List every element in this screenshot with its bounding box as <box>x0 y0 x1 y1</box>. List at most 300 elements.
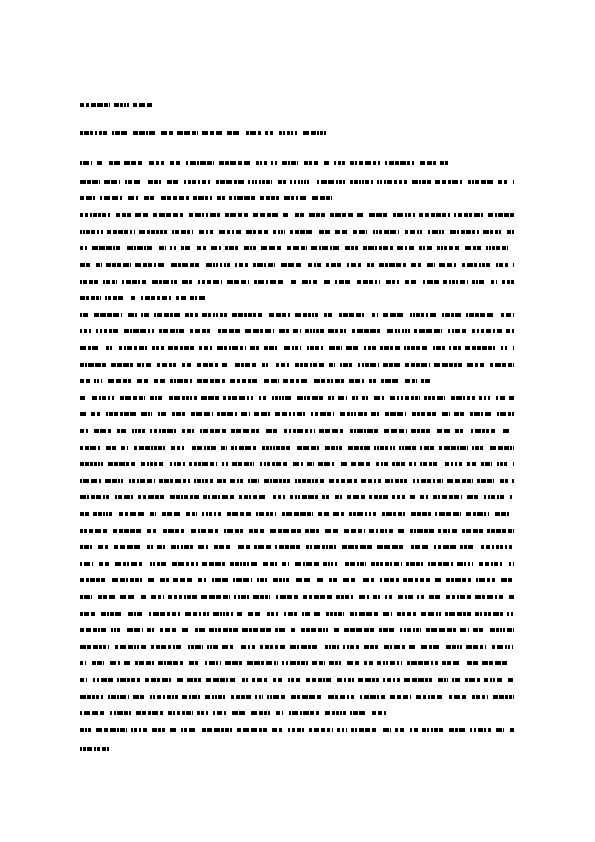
text-glyph-mark <box>491 462 492 466</box>
text-glyph-mark <box>100 296 101 300</box>
text-glyph-mark <box>91 161 92 165</box>
text-glyph-mark <box>182 396 185 400</box>
text-glyph-mark <box>477 479 480 483</box>
text-glyph-mark <box>267 695 269 699</box>
text-glyph-mark <box>172 628 176 632</box>
text-glyph-mark <box>475 595 481 599</box>
text-glyph-mark <box>275 512 276 516</box>
text-glyph-mark <box>137 678 140 682</box>
text-glyph-mark <box>215 578 221 582</box>
text-glyph-mark <box>395 161 399 165</box>
text-glyph-mark <box>101 695 103 699</box>
text-glyph-mark <box>187 230 190 234</box>
text-glyph-mark <box>139 346 144 350</box>
text-glyph-mark <box>377 329 380 333</box>
text-glyph-mark <box>287 479 290 483</box>
text-glyph-mark <box>80 329 82 333</box>
text-glyph-mark <box>447 263 452 267</box>
text-glyph-mark <box>147 529 151 533</box>
text-glyph-mark <box>284 230 285 234</box>
text-glyph-mark <box>114 545 118 549</box>
text-glyph-mark <box>333 512 339 516</box>
text-glyph-mark <box>263 728 267 732</box>
text-glyph-mark <box>251 429 255 433</box>
text-glyph-mark <box>86 429 88 433</box>
text-glyph-mark <box>466 645 472 649</box>
text-glyph-mark <box>207 280 211 284</box>
text-glyph-mark <box>84 562 90 566</box>
text-glyph-mark <box>296 379 299 383</box>
text-glyph-mark <box>509 396 514 400</box>
text-glyph-mark <box>164 313 169 317</box>
text-glyph-mark <box>270 446 272 450</box>
text-glyph-mark <box>360 562 364 566</box>
text-glyph-mark <box>295 213 299 217</box>
text-glyph-mark <box>99 131 102 135</box>
text-glyph-mark <box>269 595 270 599</box>
text-glyph-mark <box>341 346 342 350</box>
text-glyph-mark <box>340 412 345 416</box>
text-glyph-mark <box>192 595 197 599</box>
text-glyph-mark <box>397 213 403 217</box>
text-glyph-mark <box>138 512 144 516</box>
text-glyph-mark <box>106 512 108 516</box>
text-glyph-mark <box>108 429 111 433</box>
text-glyph-mark <box>507 246 508 250</box>
text-glyph-mark <box>161 645 166 649</box>
text-glyph-mark <box>89 280 93 284</box>
text-glyph-mark <box>203 429 208 433</box>
text-glyph-mark <box>339 446 342 450</box>
text-glyph-mark <box>312 396 318 400</box>
text-glyph-mark <box>84 329 87 333</box>
text-glyph-mark <box>492 246 495 250</box>
text-glyph-mark <box>231 612 233 616</box>
text-glyph-mark <box>340 711 342 715</box>
text-glyph-mark <box>344 628 349 632</box>
text-glyph-mark <box>108 678 113 682</box>
text-glyph-mark <box>284 346 290 350</box>
text-glyph-mark <box>482 346 487 350</box>
text-glyph-mark <box>345 280 350 284</box>
text-glyph-mark <box>449 246 453 250</box>
text-glyph-mark <box>454 213 456 217</box>
text-glyph-mark <box>376 230 378 234</box>
text-glyph-mark <box>230 728 232 732</box>
text-glyph-mark <box>352 678 354 682</box>
text-glyph-mark <box>457 595 459 599</box>
text-glyph-mark <box>474 728 476 732</box>
text-glyph-mark <box>332 711 335 715</box>
text-glyph-mark <box>437 246 440 250</box>
text-glyph-mark <box>221 728 224 732</box>
text-glyph-mark <box>153 213 157 217</box>
text-glyph-mark <box>434 545 436 549</box>
text-glyph-mark <box>421 313 424 317</box>
text-glyph-mark <box>327 728 330 732</box>
text-glyph-mark <box>262 363 265 367</box>
text-glyph-mark <box>505 545 507 549</box>
text-glyph-mark <box>475 313 479 317</box>
text-glyph-mark <box>426 329 432 333</box>
text-glyph-mark <box>326 196 330 200</box>
text-glyph-mark <box>369 213 375 217</box>
text-glyph-mark <box>345 562 349 566</box>
text-glyph-mark <box>473 512 476 516</box>
text-glyph-mark <box>128 695 129 699</box>
text-glyph-mark <box>233 578 235 582</box>
text-glyph-mark <box>377 446 379 450</box>
text-glyph-mark <box>340 329 343 333</box>
text-glyph-mark <box>186 512 190 516</box>
text-glyph-mark <box>319 661 323 665</box>
text-glyph-mark <box>230 645 233 649</box>
text-glyph-mark <box>389 363 393 367</box>
text-glyph-mark <box>160 628 163 632</box>
text-glyph-mark <box>445 313 450 317</box>
text-glyph-mark <box>339 313 342 317</box>
text-glyph-mark <box>288 313 290 317</box>
text-glyph-mark <box>259 512 264 516</box>
text-glyph-mark <box>390 412 396 416</box>
text-glyph-mark <box>113 529 117 533</box>
text-glyph-mark <box>93 512 97 516</box>
text-glyph-mark <box>314 612 320 616</box>
text-glyph-mark <box>108 462 113 466</box>
text-glyph-mark <box>118 296 123 300</box>
text-glyph-mark <box>480 313 485 317</box>
text-glyph-mark <box>248 479 250 483</box>
text-glyph-mark <box>204 412 210 416</box>
text-glyph-mark <box>186 711 191 715</box>
text-glyph-mark <box>386 280 391 284</box>
text-glyph-mark <box>320 329 324 333</box>
text-glyph-mark <box>424 446 429 450</box>
text-glyph-mark <box>446 595 450 599</box>
text-glyph-mark <box>411 661 417 665</box>
text-glyph-mark <box>364 446 370 450</box>
text-glyph-mark <box>410 230 415 234</box>
text-glyph-mark <box>132 280 137 284</box>
text-glyph-mark <box>141 645 146 649</box>
text-glyph-mark <box>230 495 234 499</box>
text-glyph-mark <box>446 578 450 582</box>
text-glyph-mark <box>246 131 249 135</box>
text-glyph-mark <box>458 346 461 350</box>
text-glyph-mark <box>488 495 490 499</box>
text-glyph-mark <box>277 246 281 250</box>
text-glyph-mark <box>326 263 329 267</box>
text-glyph-mark <box>80 462 84 466</box>
text-glyph-mark <box>508 529 512 533</box>
text-glyph-mark <box>410 728 412 732</box>
text-glyph-mark <box>85 728 87 732</box>
text-glyph-mark <box>114 628 116 632</box>
text-glyph-mark <box>493 479 494 483</box>
text-glyph-mark <box>273 329 274 333</box>
text-glyph-mark <box>215 396 219 400</box>
text-glyph-mark <box>100 196 102 200</box>
text-glyph-mark <box>326 495 329 499</box>
text-glyph-mark <box>240 512 244 516</box>
text-glyph-mark <box>151 645 154 649</box>
text-glyph-mark <box>85 462 89 466</box>
text-glyph-mark <box>398 329 400 333</box>
text-glyph-mark <box>161 196 166 200</box>
text-glyph-mark <box>80 196 84 200</box>
text-glyph-mark <box>273 495 276 499</box>
text-glyph-mark <box>449 280 451 284</box>
text-glyph-mark <box>93 213 97 217</box>
text-glyph-mark <box>80 678 84 682</box>
text-glyph-mark <box>513 346 514 350</box>
text-glyph-mark <box>427 263 433 267</box>
text-glyph-mark <box>386 512 392 516</box>
text-glyph-mark <box>376 678 379 682</box>
text-glyph-mark <box>503 728 504 732</box>
text-glyph-mark <box>106 280 110 284</box>
text-glyph-mark <box>496 280 497 284</box>
text-glyph-mark <box>270 479 272 483</box>
text-glyph-mark <box>397 313 403 317</box>
text-glyph-mark <box>479 396 482 400</box>
text-glyph-mark <box>283 180 286 184</box>
text-glyph-mark <box>335 661 338 665</box>
text-glyph-mark <box>182 446 184 450</box>
text-glyph-mark <box>383 612 389 616</box>
text-glyph-mark <box>259 711 263 715</box>
text-glyph-mark <box>405 246 407 250</box>
text-glyph-mark <box>190 545 193 549</box>
text-glyph-mark <box>488 396 490 400</box>
text-glyph-mark <box>422 180 426 184</box>
text-glyph-mark <box>410 562 415 566</box>
text-glyph-mark <box>147 246 152 250</box>
text-glyph-mark <box>103 595 107 599</box>
text-glyph-mark <box>395 728 398 732</box>
text-glyph-mark <box>328 313 332 317</box>
text-glyph-mark <box>224 711 226 715</box>
text-glyph-mark <box>364 346 366 350</box>
text-glyph-mark <box>271 379 277 383</box>
text-glyph-mark <box>313 462 314 466</box>
text-glyph-mark <box>307 479 311 483</box>
text-glyph-mark <box>173 213 178 217</box>
text-glyph-mark <box>486 429 489 433</box>
text-glyph-mark <box>421 479 426 483</box>
text-glyph-mark <box>258 479 259 483</box>
text-glyph-mark <box>330 213 334 217</box>
text-glyph-mark <box>374 429 378 433</box>
text-glyph-mark <box>171 446 175 450</box>
text-glyph-mark <box>155 396 157 400</box>
text-glyph-mark <box>390 695 395 699</box>
text-glyph-mark <box>196 412 202 416</box>
text-glyph-mark <box>202 131 208 135</box>
text-glyph-mark <box>240 479 243 483</box>
text-glyph-mark <box>302 728 304 732</box>
text-glyph-mark <box>116 280 117 284</box>
text-glyph-mark <box>80 628 84 632</box>
text-glyph-mark <box>310 545 312 549</box>
text-glyph-mark <box>123 363 129 367</box>
text-glyph-mark <box>307 512 311 516</box>
text-glyph-mark <box>431 213 435 217</box>
text-glyph-mark <box>158 728 161 732</box>
text-glyph-mark <box>315 479 318 483</box>
text-glyph-mark <box>130 230 132 234</box>
text-glyph-mark <box>241 595 246 599</box>
text-glyph-mark <box>325 645 328 649</box>
text-glyph-mark <box>473 529 478 533</box>
text-glyph-mark <box>467 612 471 616</box>
text-glyph-mark <box>329 363 333 367</box>
text-glyph-mark <box>167 196 171 200</box>
text-glyph-mark <box>181 296 186 300</box>
text-glyph-mark <box>380 578 382 582</box>
text-glyph-mark <box>288 562 289 566</box>
text-glyph-mark <box>446 512 451 516</box>
text-glyph-mark <box>500 612 503 616</box>
text-glyph-mark <box>330 246 332 250</box>
text-glyph-mark <box>90 213 92 217</box>
text-glyph-mark <box>197 479 201 483</box>
text-glyph-mark <box>302 280 308 284</box>
text-glyph-mark <box>203 612 206 616</box>
text-glyph-mark <box>257 263 263 267</box>
text-glyph-mark <box>154 313 156 317</box>
text-glyph-mark <box>260 213 265 217</box>
text-glyph-mark <box>194 495 199 499</box>
text-glyph-mark <box>107 313 112 317</box>
text-glyph-mark <box>236 429 241 433</box>
text-glyph-mark <box>271 180 272 184</box>
text-glyph-mark <box>202 213 204 217</box>
text-glyph-mark <box>96 263 100 267</box>
text-glyph-mark <box>265 595 268 599</box>
text-glyph-mark <box>437 695 442 699</box>
text-glyph-mark <box>390 661 395 665</box>
text-glyph-mark <box>259 396 261 400</box>
text-glyph-mark <box>320 196 325 200</box>
text-glyph-mark <box>120 103 123 107</box>
text-glyph-mark <box>310 711 314 715</box>
text-glyph-mark <box>106 263 111 267</box>
text-glyph-mark <box>390 230 396 234</box>
text-glyph-mark <box>442 479 443 483</box>
text-glyph-mark <box>297 446 302 450</box>
text-glyph-mark <box>347 263 349 267</box>
text-glyph-mark <box>135 213 141 217</box>
text-glyph-mark <box>80 230 82 234</box>
text-glyph-mark <box>288 161 290 165</box>
text-glyph-mark <box>397 661 399 665</box>
text-glyph-mark <box>323 628 325 632</box>
text-glyph-mark <box>312 313 314 317</box>
text-glyph-mark <box>142 363 144 367</box>
text-glyph-mark <box>352 396 355 400</box>
text-glyph-mark <box>90 545 92 549</box>
text-glyph-mark <box>148 263 152 267</box>
text-glyph-mark <box>340 495 342 499</box>
text-glyph-mark <box>121 313 122 317</box>
text-glyph-mark <box>216 313 218 317</box>
text-glyph-mark <box>203 363 208 367</box>
text-glyph-mark <box>444 396 445 400</box>
text-glyph-mark <box>162 512 166 516</box>
text-glyph-mark <box>491 429 495 433</box>
text-glyph-mark <box>367 545 372 549</box>
text-glyph-mark <box>350 612 354 616</box>
text-glyph-mark <box>227 512 231 516</box>
text-glyph-mark <box>181 246 184 250</box>
text-glyph-mark <box>462 263 465 267</box>
text-glyph-mark <box>239 263 243 267</box>
text-glyph-mark <box>80 313 82 317</box>
text-glyph-mark <box>324 313 327 317</box>
text-glyph-mark <box>187 363 191 367</box>
text-glyph-mark <box>133 131 138 135</box>
text-glyph-mark <box>159 213 165 217</box>
text-glyph-mark <box>379 628 382 632</box>
text-glyph-mark <box>179 196 184 200</box>
text-glyph-mark <box>137 363 141 367</box>
text-glyph-mark <box>131 161 136 165</box>
text-glyph-mark <box>366 462 370 466</box>
text-glyph-mark <box>101 612 106 616</box>
text-glyph-mark <box>115 612 121 616</box>
text-glyph-mark <box>377 545 383 549</box>
text-glyph-mark <box>467 396 470 400</box>
text-glyph-mark <box>413 213 415 217</box>
text-glyph-mark <box>510 728 514 732</box>
text-glyph-mark <box>300 196 306 200</box>
text-glyph-mark <box>368 346 371 350</box>
text-glyph-mark <box>311 131 316 135</box>
text-glyph-mark <box>107 612 109 616</box>
text-glyph-mark <box>421 645 427 649</box>
text-glyph-mark <box>512 645 513 649</box>
text-glyph-mark <box>262 446 265 450</box>
text-glyph-mark <box>258 131 261 135</box>
text-glyph-mark <box>218 495 220 499</box>
text-glyph-mark <box>495 363 501 367</box>
text-glyph-mark <box>85 512 89 516</box>
text-glyph-mark <box>158 446 162 450</box>
text-glyph-mark <box>246 545 250 549</box>
text-glyph-mark <box>227 412 233 416</box>
text-glyph-mark <box>109 412 113 416</box>
text-glyph-mark <box>179 595 182 599</box>
text-glyph-mark <box>337 678 342 682</box>
text-glyph-mark <box>501 578 507 582</box>
text-glyph-mark <box>328 329 334 333</box>
text-glyph-mark <box>258 313 262 317</box>
text-glyph-mark <box>183 479 186 483</box>
text-glyph-mark <box>276 711 280 715</box>
text-glyph-mark <box>439 612 441 616</box>
text-glyph-mark <box>148 180 153 184</box>
text-glyph-mark <box>425 379 430 383</box>
text-glyph-mark <box>510 495 512 499</box>
text-glyph-mark <box>384 180 386 184</box>
text-glyph-mark <box>292 346 294 350</box>
text-glyph-mark <box>499 230 501 234</box>
text-glyph-mark <box>370 695 376 699</box>
text-glyph-mark <box>279 728 282 732</box>
text-glyph-mark <box>453 661 459 665</box>
text-glyph-mark <box>350 645 354 649</box>
